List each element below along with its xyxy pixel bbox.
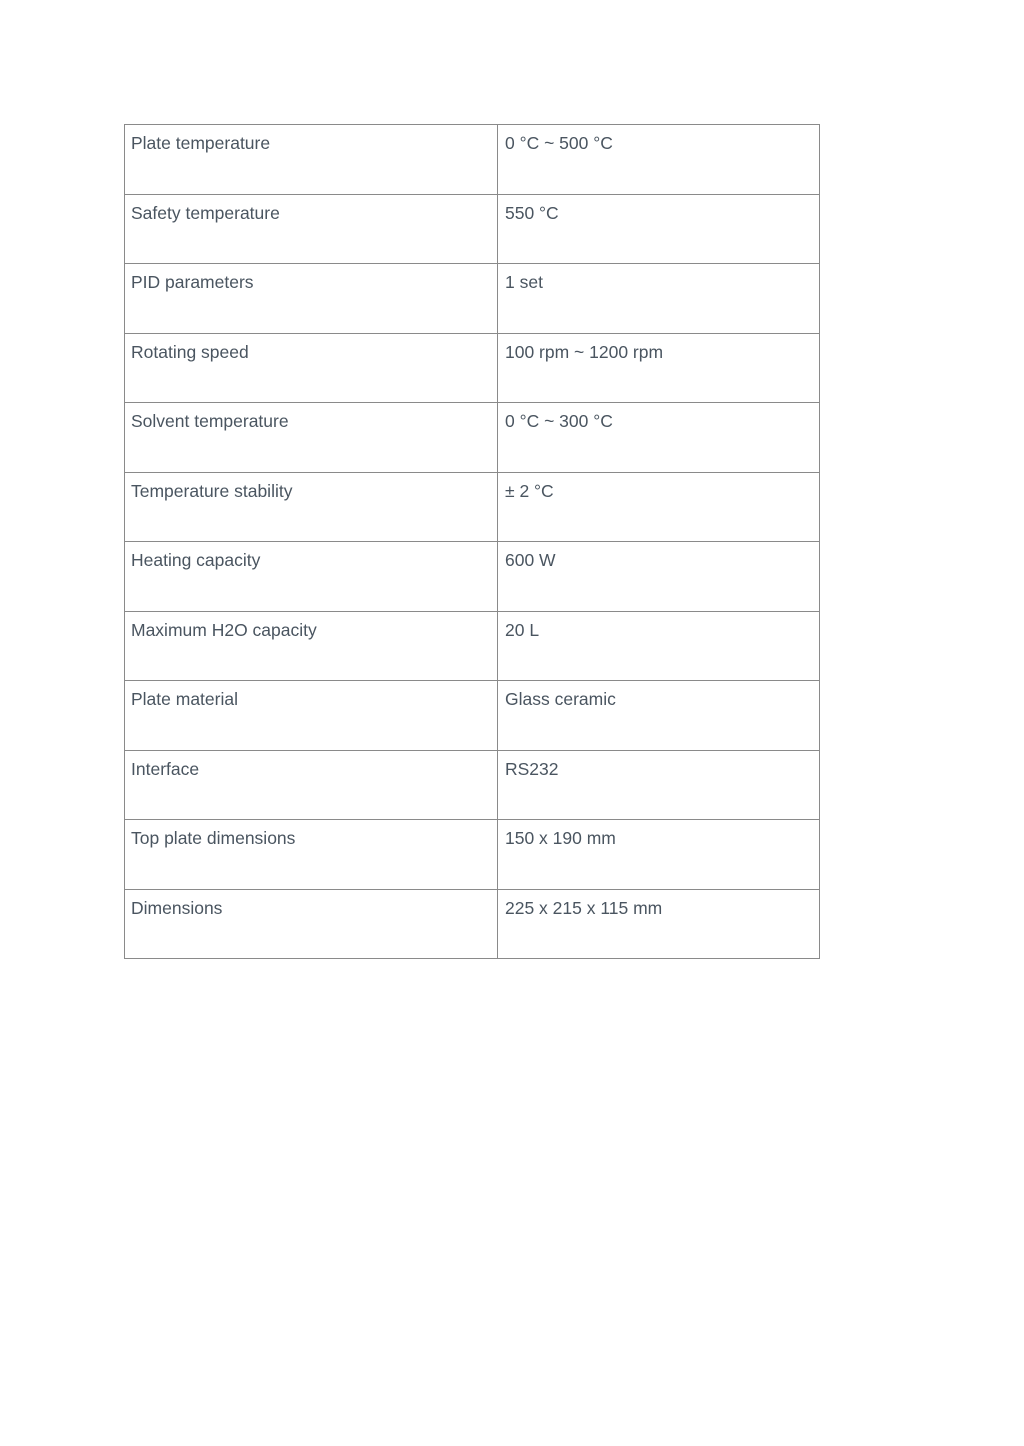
table-row [125, 194, 820, 264]
spec-label: Interface [125, 750, 498, 820]
spec-value: 20 L [498, 611, 820, 681]
table-row [125, 264, 820, 334]
table-row [125, 333, 820, 403]
spec-label: Solvent temperature [125, 403, 498, 473]
spec-label: Rotating speed [125, 333, 498, 403]
spec-label: Heating capacity [125, 542, 498, 612]
spec-value: 150 x 190 mm [498, 820, 820, 890]
spec-value: ± 2 °C [498, 472, 820, 542]
spec-value: 100 rpm ~ 1200 rpm [498, 333, 820, 403]
spec-value: RS232 [498, 750, 820, 820]
spec-value: 1 set [498, 264, 820, 334]
table-row [125, 542, 820, 612]
table-row [125, 611, 820, 681]
spec-label: Top plate dimensions [125, 820, 498, 890]
table-row [125, 472, 820, 542]
table-row [125, 403, 820, 473]
table-row [125, 125, 820, 195]
table-row [125, 750, 820, 820]
spec-label: Safety temperature [125, 194, 498, 264]
spec-label: Plate temperature [125, 125, 498, 195]
spec-label: Plate material [125, 681, 498, 751]
spec-value: 0 °C ~ 300 °C [498, 403, 820, 473]
spec-label: PID parameters [125, 264, 498, 334]
spec-value: 600 W [498, 542, 820, 612]
spec-value: 0 °C ~ 500 °C [498, 125, 820, 195]
table-row [125, 889, 820, 959]
spec-label: Maximum H2O capacity [125, 611, 498, 681]
spec-table [124, 124, 820, 959]
table-row [125, 681, 820, 751]
spec-label: Dimensions [125, 889, 498, 959]
table-row [125, 820, 820, 890]
spec-value: 550 °C [498, 194, 820, 264]
spec-label: Temperature stability [125, 472, 498, 542]
spec-value: 225 x 215 x 115 mm [498, 889, 820, 959]
spec-value: Glass ceramic [498, 681, 820, 751]
